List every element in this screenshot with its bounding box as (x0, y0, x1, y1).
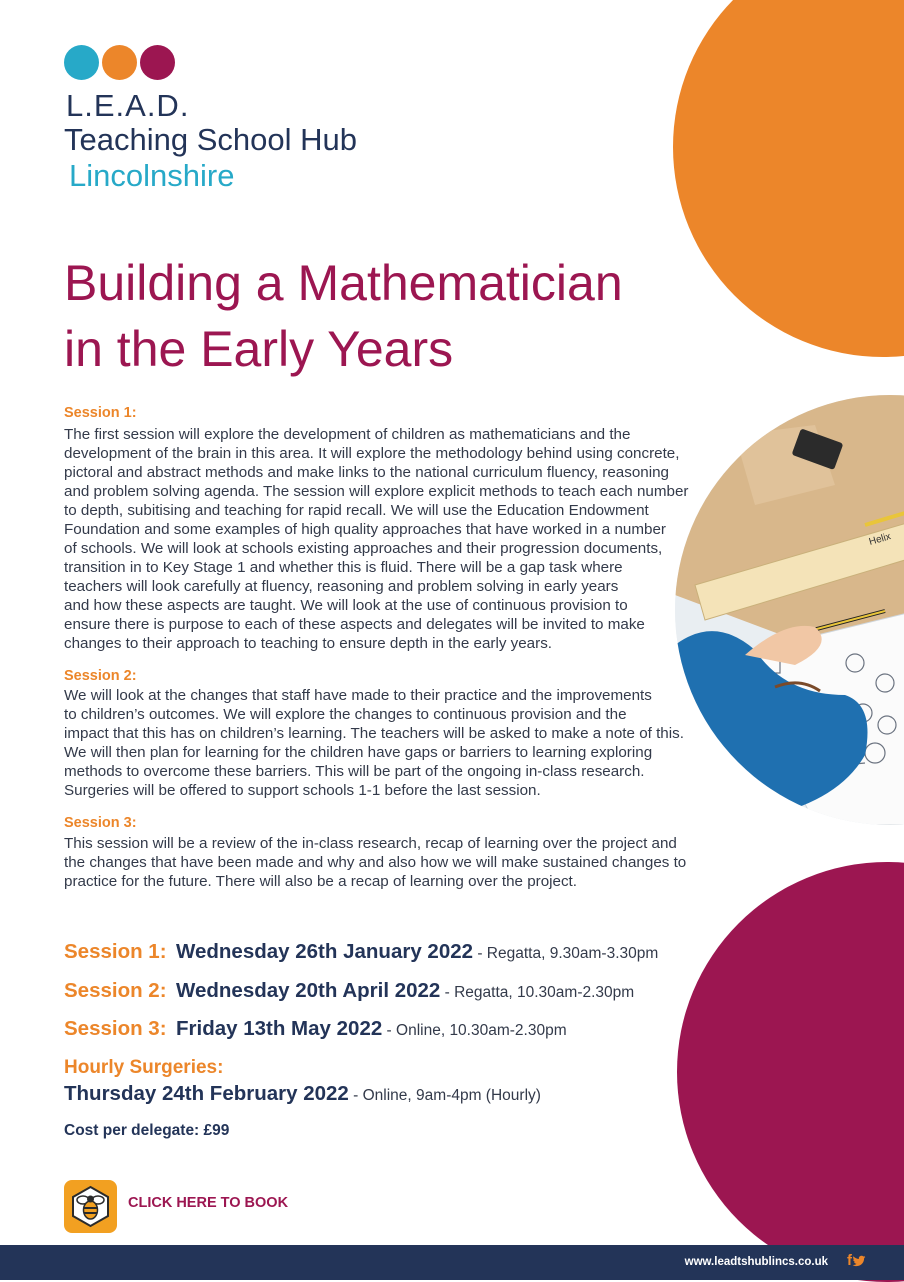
text-line: We will then plan for learning for the children have gaps or barriers to learning exploring (64, 744, 653, 761)
logo-dot-maroon (140, 45, 175, 80)
date-session-label: Session 1: (64, 940, 167, 963)
text-line: We will look at the changes that staff have made to their practice and the improvements (64, 687, 652, 704)
footer-bar (0, 1245, 904, 1280)
session-2-date-row (64, 979, 634, 1003)
session-2-heading: Session 2: (64, 668, 137, 684)
text-line: development of the brain in this area. It will explore the methodology behind using concrete, (64, 445, 680, 462)
bee-icon-graphic (64, 1180, 117, 1233)
maroon-circle-decoration (677, 862, 904, 1282)
logo-dot-teal (64, 45, 99, 80)
logo-hub-text: Teaching School Hub (64, 122, 357, 157)
surgeries-date: Thursday 24th February 2022 (64, 1082, 349, 1105)
text-line: practice for the future. There will also be a recap of learning over the project. (64, 873, 577, 890)
session-3-heading: Session 3: (64, 815, 137, 831)
text-line: The first session will explore the development of children as mathematicians and the (64, 426, 631, 443)
text-line: to depth, subitising and teaching for rapid recall. We will use the Education Endowment (64, 502, 649, 519)
page-title (64, 250, 623, 382)
logo-dot-orange (102, 45, 137, 80)
date-detail: - Regatta, 10.30am-2.30pm (440, 984, 635, 1001)
date-text: Friday 13th May 2022 (176, 1017, 383, 1040)
surgeries-date-row (64, 1082, 541, 1106)
session-2-description (64, 686, 704, 800)
text-line: Surgeries will be offered to support schools 1-1 before the last session. (64, 782, 541, 799)
date-text: Wednesday 26th January 2022 (176, 940, 474, 963)
session-3-date-row (64, 1017, 567, 1041)
date-text: Wednesday 20th April 2022 (176, 979, 441, 1002)
text-line: and problem solving agenda. The session will explore explicit methods to teach each number (64, 483, 689, 500)
title-line-2: in the Early Years (64, 321, 454, 377)
logo-region-text: Lincolnshire (69, 158, 235, 193)
orange-circle-decoration (673, 0, 904, 357)
text-line: methods to overcome these barriers. This will be part of the ongoing in-class research. (64, 763, 645, 780)
book-link[interactable]: CLICK HERE TO BOOK (128, 1195, 289, 1211)
title-line-1: Building a Mathematician (64, 255, 623, 311)
date-session-label: Session 2: (64, 979, 167, 1002)
text-line: transition in to Key Stage 1 and whether this is fluid. There will be a gap task where (64, 559, 623, 576)
text-line: to children’s outcomes. We will explore the changes to continuous provision and the (64, 706, 627, 723)
session-1-description (64, 425, 704, 653)
text-line: pictoral and abstract methods and make links to the national curriculum fluency, reasoning (64, 464, 670, 481)
text-line: changes to their approach to teaching to ensure depth in the early years. (64, 635, 553, 652)
twitter-icon[interactable] (852, 1254, 866, 1268)
text-line: impact that this has on children’s learning. The teachers will be asked to make a note of this. (64, 725, 684, 742)
date-detail: - Online, 10.30am-2.30pm (382, 1022, 567, 1039)
text-line: the changes that have been made and why and also how we will make sustained changes to (64, 854, 687, 871)
surgeries-heading: Hourly Surgeries: (64, 1057, 224, 1078)
text-line: teachers will look carefully at fluency, reasoning and problem solving in early years (64, 578, 619, 595)
surgeries-detail: - Online, 9am-4pm (Hourly) (348, 1087, 541, 1104)
photo-illustration (675, 395, 904, 825)
footer-website-link[interactable]: www.leadtshublincs.co.uk (684, 1256, 828, 1268)
text-line: ensure there is purpose to each of these aspects and delegates will be invited to make (64, 616, 645, 633)
session-1-date-row (64, 940, 658, 964)
facebook-icon[interactable]: f (847, 1252, 852, 1269)
text-line: Foundation and some examples of high quality approaches that have worked in a number (64, 521, 666, 538)
child-drawing-photo (675, 395, 904, 825)
date-detail: - Regatta, 9.30am-3.30pm (473, 945, 659, 962)
ruler-text: Helix (867, 531, 893, 548)
text-line: This session will be a review of the in-class research, recap of learning over the project and (64, 835, 677, 852)
text-line: of schools. We will look at schools existing approaches and their progression documents, (64, 540, 663, 557)
date-session-label: Session 3: (64, 1017, 167, 1040)
bee-icon[interactable] (64, 1180, 117, 1233)
logo-lead-text: L.E.A.D. (66, 88, 190, 123)
session-1-heading: Session 1: (64, 405, 137, 421)
logo-dots (64, 45, 175, 80)
text-line: and how these aspects are taught. We will look at the use of continuous provision to (64, 597, 628, 614)
cost-per-delegate: Cost per delegate: £99 (64, 1122, 230, 1139)
session-3-description (64, 834, 704, 891)
